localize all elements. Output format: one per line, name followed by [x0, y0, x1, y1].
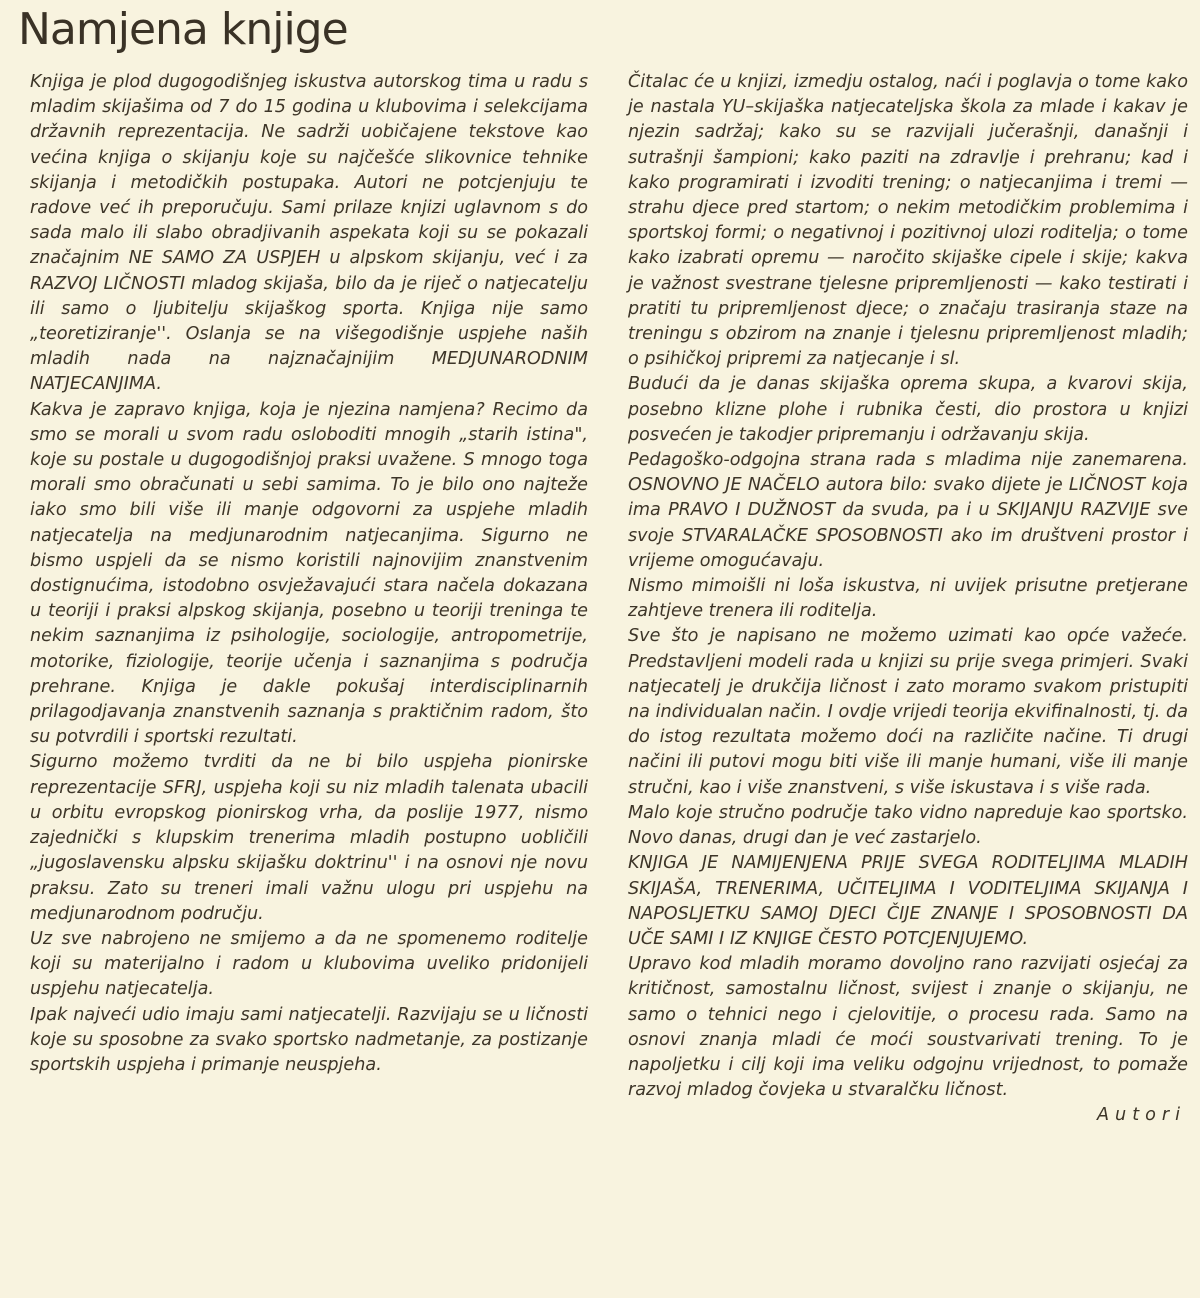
- paragraph: Čitalac će u knjizi, izmedju ostalog, naći i poglavja o tome kako je nastala YU–skijaška natjecateljska škola za mlade i kakav je njezin sadržaj; kako su se razvijali jučerašnji, današnji i sutrašnji šampioni; kako paziti na zdravlje i prehranu; kad i kako programirati i izvoditi trening; o natjecanjima i tremi — strahu djece pred startom; o nekim metodičkim problemima i sportskoj formi; o negativnoj i pozitivnoj ulozi roditelja; o tome kako izabrati opremu — naročito skijaške cipele i skije; kakva je važnost svestrane tjelesne pripremljenosti — kako testirati i pratiti tu pripremljenost djece; o značaju trasiranja staze na treningu s obzirom na znanje i tjelesnu pripremljenost mladih; o psihičkoj pripremi za natjecanje i sl.: [628, 72, 1188, 370]
- signature: Autori: [1097, 1105, 1186, 1126]
- paragraph: Upravo kod mladih moramo dovoljno rano razvijati osjećaj za kritičnost, samostalnu ličnost, svijest i znanje o skijanju, ne samo o tehnici nego i cjelovitije, o procesu rada. Samo na osnovi znanja mladi će moći soustvarivati trening. To je napoljetku i cilj koji ima veliku odgojnu vrijednost, to pomaže razvoj mladog čovjeka u stvaralčku ličnost.: [628, 954, 1188, 1101]
- paragraph: Sve što je napisano ne možemo uzimati kao opće važeće. Predstavljeni modeli rada u knjizi su prije svega primjeri. Svaki natjecatelj je drukčija ličnost i zato moramo svakom pristupiti na individualan način. I ovdje vrijedi teorija ekvifinalnosti, tj. da do istog rezultata možemo doći na različite načine. Ti drugi načini ili putovi mogu biti više ili manje humani, više ili manje stručni, kao i više znanstveni, s više iskustava i s više rada.: [628, 626, 1188, 798]
- paragraph: Budući da je danas skijaška oprema skupa, a kvarovi skija, posebno klizne plohe i rubnika česti, dio prostora u knjizi posvećen je takodjer pripremanju i održavanju skija.: [628, 374, 1188, 445]
- paragraph: Knjiga je plod dugogodišnjeg iskustva autorskog tima u radu s mladim skijašima od 7 do 15 godina u klubovima i selekcijama državnih reprezentacija. Ne sadrži uobičajene tekstove kao većina knjiga o skijanju koje su najčešće slikovnice tehnike skijanja i metodičkih postupaka. Autori ne potcjenjuju te radove već ih preporučuju. Sami prilaze knjizi uglavnom s do sada malo ili slabo obradjivanih aspekata koji su se pokazali značajnim NE SAMO ZA USPJEH u alpskom skijanju, već i za RAZVOJ LIČNOSTI mladog skijaša, bilo da je riječ o natjecatelju ili samo o ljubitelju skijaškog sporta. Knjiga nije samo „teoretiziranje''. Oslanja se na višegodišnje uspjehe naših mladih nada na najznačajnijim MEDJUNARODNIM NATJECANJIMA.: [30, 72, 588, 395]
- paragraph: Kakva je zapravo knjiga, koja je njezina namjena? Recimo da smo se morali u svom radu osloboditi mnogih „starih istina", koje su postale u dugogodišnjoj praksi uvažene. S mnogo toga morali smo obračunati u sebi samima. To je bilo ono najteže iako smo bili više ili manje odgovorni za uspjehe mladih natjecatelja na medjunarodnim natjecanjima. Sigurno ne bismo uspjeli da se nismo koristili najnovijim znanstvenim dostignućima, istodobno osvježavajući stara načela dokazana u teoriji i praksi alpskog skijanja, posebno u teoriji treninga te nekim saznanjima iz psihologije, sociologije, antropometrije, motorike, fiziologije, teorije učenja i saznanjima s područja prehrane. Knjiga je dakle pokušaj interdisciplinarnih prilagodjavanja znanstvenih saznanja s praktičnim radom, što su potvrdili i sportski rezultati.: [30, 399, 588, 748]
- paragraph: Ipak najveći udio imaju sami natjecatelji. Razvijaju se u ličnosti koje su sposobne za svako sportsko nadmetanje, za postizanje sportskih uspjeha i primanje neuspjeha.: [30, 1004, 588, 1075]
- paragraph: Pedagoško-odgojna strana rada s mladima nije zanemarena. OSNOVNO JE NAČELO autora bilo: svako dijete je LIČNOST koja ima PRAVO I DUŽNOST da svuda, pa i u SKIJANJU RAZVIJE sve svoje STVARALAČKE SPOSOBNOSTI ako im društveni prostor i vrijeme omogućavaju.: [628, 450, 1188, 571]
- right-column: [628, 70, 1188, 1129]
- paragraph: KNJIGA JE NAMIJENJENA PRIJE SVEGA RODITELJIMA MLADIH SKIJAŠA, TRENERIMA, UČITELJIMA I VODITELJIMA SKIJANJA I NAPOSLJETKU SAMOJ DJECI ČIJE ZNANJE I SPOSOBNOSTI DA UČE SAMI I IZ KNJIGE ČESTO POTCJENJUJEMO.: [628, 853, 1188, 949]
- paragraph: Sigurno možemo tvrditi da ne bi bilo uspjeha pionirske reprezentacije SFRJ, uspjeha koji su niz mladih talenata ubacili u orbitu evropskog pionirskog vrha, da poslije 1977, nismo zajednički s klupskim trenerima mladih postupno uobličili „jugoslavensku alpsku skijašku doktrinu'' i na osnovi nje novu praksu. Zato su treneri imali važnu ulogu pri uspjehu na medjunarodnom području.: [30, 752, 588, 924]
- paragraph: Uz sve nabrojeno ne smijemo a da ne spomenemo roditelje koji su materijalno i radom u klubovima uveliko pridonijeli uspjehu natjecatelja.: [30, 928, 588, 1000]
- left-column: [30, 70, 588, 1078]
- paragraph: Nismo mimoišli ni loša iskustva, ni uvijek prisutne pretjerane zahtjeve trenera ili roditelja.: [628, 576, 1188, 622]
- paragraph: Malo koje stručno područje tako vidno napreduje kao sportsko. Novo danas, drugi dan je već zastarjelo.: [628, 802, 1188, 849]
- page-title: Namjena knjige: [18, 4, 348, 55]
